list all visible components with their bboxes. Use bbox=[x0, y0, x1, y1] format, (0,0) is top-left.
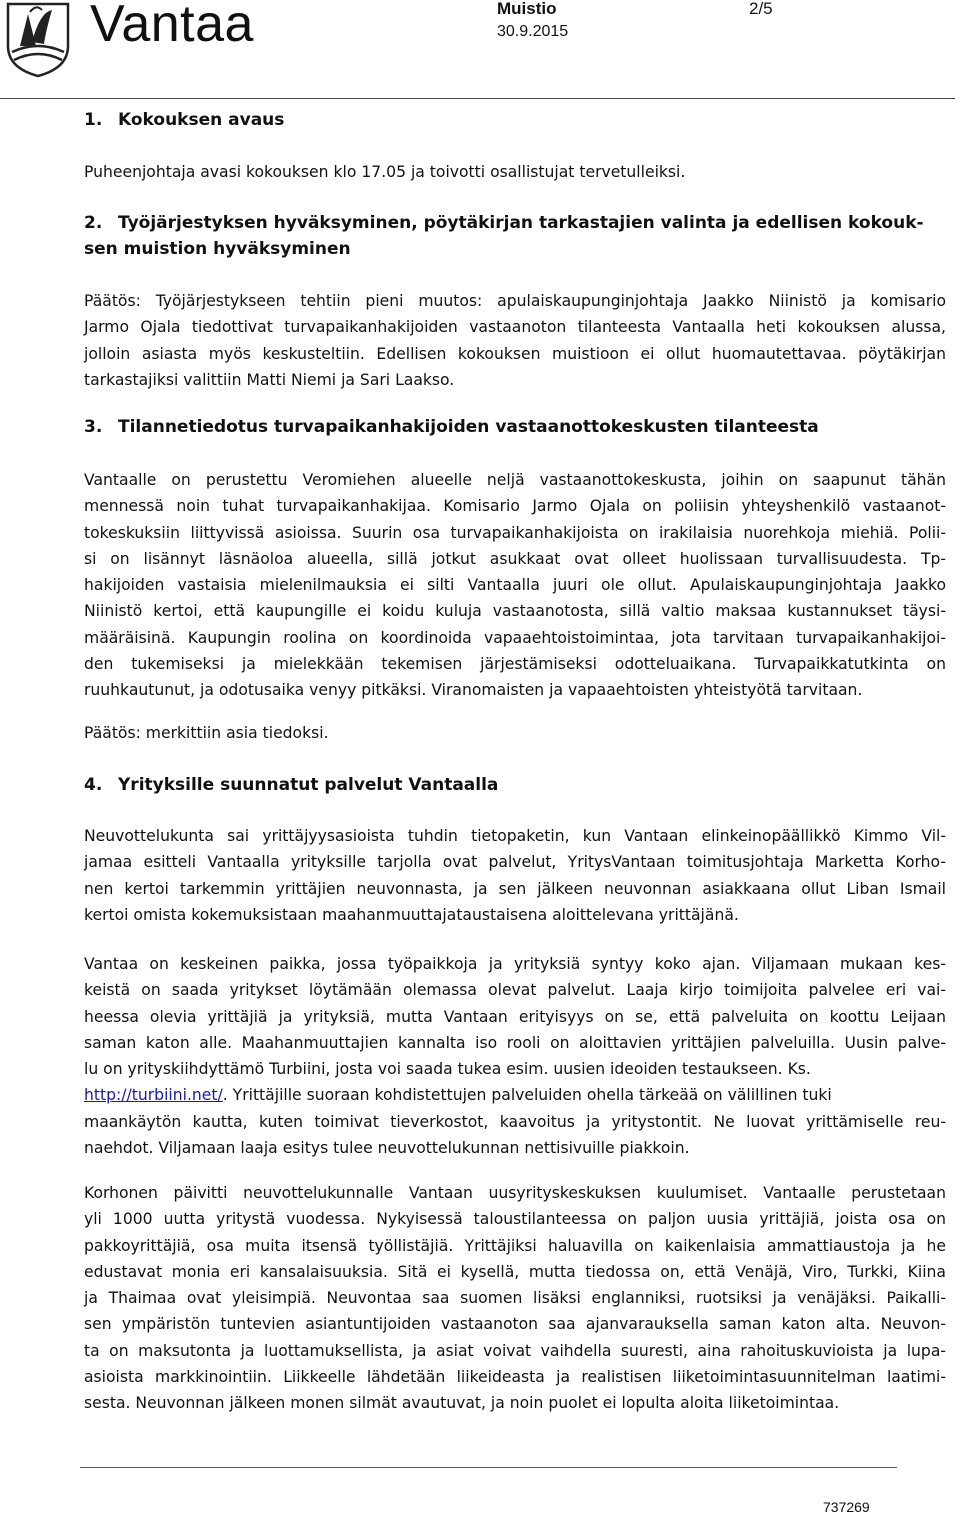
text-line: yli 1000 uutta yritystä vuodessa. Nykyisessä taloustilanteessa on paljon uusia yrittäjiä, joista osa on bbox=[84, 1210, 946, 1229]
page-number: 2/5 bbox=[749, 0, 773, 18]
text-line: kertoi omista kokemuksistaan maahanmuuttajataustaisena aloittelevana yrittäjänä. bbox=[84, 905, 739, 924]
section-3-paragraph-1 bbox=[84, 467, 946, 704]
text-line: pakkoyrittäjiä, osa muita itsensä työllistäjiä. Yrittäjiksi haluavilla on kaikenlaisia ammattiaustoja ja he bbox=[84, 1236, 946, 1255]
section-1-paragraph bbox=[84, 159, 946, 185]
text-line: si on lisännyt läsnäoloa alueella, sillä jotkut asukkaat ovat olleet huolissaan turvallisuudesta. Tp- bbox=[84, 549, 946, 568]
document-code: 737269 bbox=[823, 1499, 870, 1515]
section-number: 1. bbox=[84, 110, 103, 130]
text-line: den tukemiseksi ja mielekkään tekemisen järjestämiseksi odotteluaikana. Turvapaikkatutkinta on bbox=[84, 655, 946, 674]
text-line: naehdot. Viljamaan laaja esitys tulee neuvottelukunnan nettisivuille piakkoin. bbox=[84, 1139, 690, 1158]
text-line bbox=[84, 1082, 946, 1108]
text-line: sesta. Neuvonnan jälkeen monen silmät avautuvat, ja noin puolet ei lopulta aloita liiketoimintaa. bbox=[84, 1394, 840, 1413]
text-segment: . Yrittäjille suoraan kohdistettujen palveluiden ohella tärkeää on välillinen tuki bbox=[222, 1086, 832, 1105]
text-line: Päätös: Työjärjestykseen tehtiin pieni muutos: apulaiskaupunginjohtaja Jaakko Niinistö ja komisario bbox=[84, 292, 946, 310]
header-divider bbox=[0, 98, 955, 99]
section-3-heading bbox=[84, 414, 944, 440]
section-title-line: sen muistion hyväksyminen bbox=[84, 239, 351, 259]
text-line: Vantaalle on perustettu Veromiehen alueelle neljä vastaanottokeskusta, joihin on saapunut tähän bbox=[84, 471, 946, 489]
section-number: 4. bbox=[84, 775, 103, 795]
section-title: Kokouksen avaus bbox=[118, 110, 285, 130]
text-line: tarkastajiksi valittiin Matti Niemi ja Sari Laakso. bbox=[84, 370, 455, 389]
text-line: nen kertoi tarkemmin yrittäjien neuvonnasta, ja sen jälkeen neuvonnan asiakkaana ollut Liban Ismail bbox=[84, 879, 946, 898]
section-2-paragraph bbox=[84, 288, 946, 393]
text-line: lu on yrityskiihdyttämö Turbiini, josta voi saada tukea esim. uusien ideoiden testaukseen. Ks. bbox=[84, 1060, 811, 1079]
vantaa-wordmark: Vantaa bbox=[90, 0, 254, 53]
text-line: ta on maksutonta ja luottamuksellista, ja asiat voivat vaihdella suuresti, aina rahoituskuvioista ja lupa- bbox=[84, 1341, 946, 1360]
section-4-paragraph-1 bbox=[84, 823, 946, 928]
text-line: saman katon alle. Maahanmuuttajien kannalta iso rooli on aloittavien yrittäjien palveluilla. Uusin palve- bbox=[84, 1033, 946, 1052]
text-line: hakijoiden vastaisia mielenilmauksia ei silti Vantaalla juuri ole ollut. Apulaiskaupunginjohtaja Jaakko bbox=[84, 576, 946, 595]
section-1-heading bbox=[84, 107, 944, 133]
document-type: Muistio bbox=[497, 0, 557, 18]
text-line: asioista markkinointiin. Liikkeelle lähdetään liikeideasta ja realistisen liiketoimintasuunnitelman laatimi- bbox=[84, 1368, 946, 1387]
text-line: ruuhkautunut, ja odotusaika venyy pitkäksi. Viranomaisten ja vapaaehtoisten yhteistyötä tarvitaan. bbox=[84, 681, 863, 700]
text-line: edustavat monia eri kansalaisuuksia. Sitä ei kysellä, mutta tiedossa on, että Venäjä, Viro, Turkki, Kiina bbox=[84, 1262, 946, 1281]
text-line: tokeskuksiin liittyvissä asioissa. Suurin osa turvapaikanhakijoista on irakilaisia nuorehkoja miehiä. Polii- bbox=[84, 523, 946, 542]
section-3-decision bbox=[84, 720, 946, 746]
section-4-heading bbox=[84, 772, 944, 798]
section-title: Yrityksille suunnatut palvelut Vantaalla bbox=[118, 775, 499, 795]
section-title-line: Työjärjestyksen hyväksyminen, pöytäkirjan tarkastajien valinta ja edellisen kokouk- bbox=[118, 213, 924, 233]
section-number: 3. bbox=[84, 417, 103, 437]
text-line: jamaa esitteli Vantaalla yrityksille tarjolla ovat palvelut, YritysVantaan toimitusjohtaja Marketta Korho- bbox=[84, 853, 946, 872]
text-line: mennessä noin tuhat turvapaikanhakijaa. Komisario Jarmo Ojala on poliisin yhteyshenkilö vastaanot- bbox=[84, 497, 946, 516]
section-title: Tilannetiedotus turvapaikanhakijoiden vastaanottokeskusten tilanteesta bbox=[118, 417, 819, 437]
text-line: Vantaa on keskeinen paikka, jossa työpaikkoja ja yrityksiä syntyy koko ajan. Viljamaan mukaan kes- bbox=[84, 955, 946, 973]
section-2-heading bbox=[84, 210, 944, 262]
text-line: Päätös: merkittiin asia tiedoksi. bbox=[84, 724, 329, 742]
section-number: 2. bbox=[84, 213, 103, 233]
text-line: määräisinä. Kaupungin roolina on koordinoida vapaaehtoistoimintaa, jota tarvitaan turvapaikanhakijoi- bbox=[84, 628, 946, 647]
section-4-paragraph-2 bbox=[84, 951, 946, 1161]
text-line: heessa olevia yrittäjiä ja yrityksiä, mutta Vantaan erityisyys on se, että palveluita on koottu Leijaan bbox=[84, 1007, 946, 1026]
text-line: ja Thaimaa ovat yleisimpiä. Neuvontaa saa suomen lisäksi englanniksi, ruotsiksi ja venäjäksi. Paikalli- bbox=[84, 1289, 946, 1308]
text-line: Korhonen päivitti neuvottelukunnalle Vantaan uusyrityskeskuksen kuulumiset. Vantaalle perustetaan bbox=[84, 1184, 946, 1202]
text-line: maankäytön kautta, kuten toimivat tieverkostot, kaavoitus ja yritystontit. Ne luovat yrittämiselle reu- bbox=[84, 1112, 946, 1131]
turbiini-link[interactable]: http://turbiini.net/ bbox=[84, 1086, 223, 1105]
text-line: Niinistö kertoi, että kaupungille ei koidu kuluja vastaanotosta, sillä valtio maksaa kustannukset täysi- bbox=[84, 602, 946, 621]
text-line: Puheenjohtaja avasi kokouksen klo 17.05 ja toivotti osallistujat tervetulleiksi. bbox=[84, 163, 686, 181]
document-date: 30.9.2015 bbox=[497, 23, 569, 40]
vantaa-crest-logo bbox=[6, 2, 70, 78]
text-line: keistä on saada yritykset löytämään olemassa olevat palvelut. Laaja kirjo toimijoita palvelee eri vai- bbox=[84, 981, 946, 1000]
text-line: Neuvottelukunta sai yrittäjyysasioista tuhdin tietopaketin, kun Vantaan elinkeinopäällikkö Kimmo Vil- bbox=[84, 827, 946, 845]
text-line: Jarmo Ojala tiedottivat turvapaikanhakijoiden vastaanoton tilanteesta Vantaalla heti kokouksen alussa, bbox=[84, 318, 946, 337]
text-line: sen ympäristön tuntevien asiantuntijoiden vastaanoton saa ajanvarauksella saman katon alta. Neuvon- bbox=[84, 1315, 946, 1334]
text-line: jolloin asiasta myös keskusteltiin. Edellisen kokouksen muistioon ei ollut huomautettavaa. pöytäkirjan bbox=[84, 344, 946, 363]
footer-divider bbox=[80, 1467, 897, 1468]
section-4-paragraph-3 bbox=[84, 1180, 946, 1417]
